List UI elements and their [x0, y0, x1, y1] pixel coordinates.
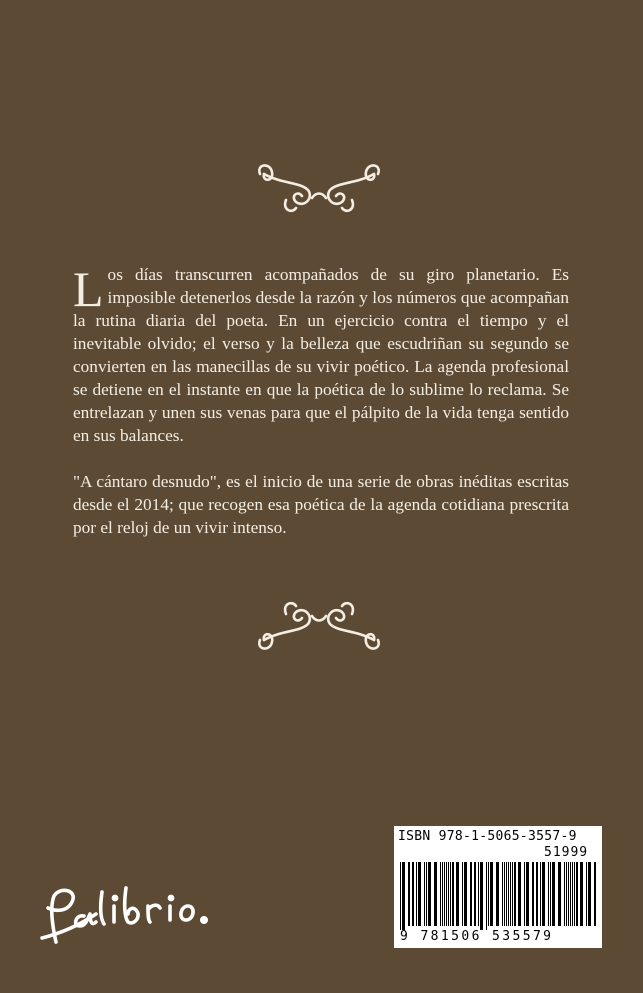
barcode-bar: [474, 862, 476, 926]
barcode-bar: [446, 862, 447, 926]
barcode-bar: [548, 862, 549, 926]
barcode-bar: [510, 862, 511, 926]
ean-digits: 9 781506 535579: [400, 929, 554, 944]
synopsis-paragraph-2: "A cántaro desnudo", es el inicio de una serie de obras inéditas escritas desde el 2014; que recogen esa poética de la agenda cotidiana prescrita por el reloj de un vivir intenso.: [73, 472, 569, 537]
barcode-bar: [572, 862, 573, 926]
barcode-bar: [506, 862, 507, 926]
top-ornament-icon: [252, 160, 386, 216]
barcode-bar: [440, 862, 441, 926]
barcode-bar: [588, 862, 591, 926]
barcode-bar: [576, 862, 578, 926]
barcode-bar: [536, 862, 538, 926]
barcode-bar: [418, 862, 421, 926]
barcode-bar: [416, 862, 417, 926]
barcode-bar: [408, 862, 410, 926]
barcode-bar: [586, 862, 587, 926]
barcode-bar: [552, 862, 555, 926]
barcode-bars: [398, 862, 598, 930]
barcode-bar: [502, 862, 503, 926]
barcode-bar: [456, 862, 459, 926]
barcode-bar: [424, 862, 425, 926]
barcode-bar: [594, 862, 596, 926]
barcode-bar: [452, 862, 454, 926]
barcode-bar: [526, 862, 529, 926]
barcode-bar: [428, 862, 431, 926]
synopsis: [73, 263, 569, 539]
barcode-bar: [532, 862, 534, 926]
barcode-bar: [542, 862, 545, 926]
barcode-bar: [580, 862, 583, 926]
barcode-bar: [402, 862, 405, 930]
price-addon-number: 51999: [544, 845, 589, 860]
bottom-ornament-icon: [252, 598, 386, 654]
barcode-bar: [568, 862, 569, 926]
barcode-bar: [434, 862, 437, 926]
barcode-bar: [574, 862, 575, 926]
isbn-barcode: [394, 826, 602, 948]
synopsis-paragraph-1: [73, 263, 569, 447]
isbn-label: ISBN 978-1-5065-3557-9: [398, 829, 577, 844]
palibrio-logo: [38, 876, 214, 952]
barcode-bar: [478, 862, 479, 926]
barcode-bar: [462, 862, 463, 926]
synopsis-paragraph-1-text: os días transcurren acompañados de su giro planetario. Es imposible detenerlos desde la razón y los números que acompañan la rutina diaria del poeta. En un ejercicio contra el tiempo y el inevitable olvido; el verso y la belleza que escudriñan su segundo se convierten en las manecillas de su vivir poético. La agenda profesional se detiene en el instante en que la poética de lo sublime lo reclama. Se entrelazan y unen sus venas para que el pálpito de la vida tenga sentido en sus balances.: [73, 265, 569, 445]
barcode-bar: [566, 862, 567, 926]
barcode-bar: [464, 862, 467, 926]
barcode-bar: [508, 862, 509, 926]
barcode-bar: [486, 862, 487, 930]
barcode-bar: [514, 862, 516, 926]
drop-cap: L: [73, 261, 104, 317]
barcode-bar: [558, 862, 561, 926]
barcode-bar: [570, 862, 571, 926]
barcode-bar: [480, 862, 483, 930]
barcode-bar: [504, 862, 505, 926]
barcode-bar: [496, 862, 499, 926]
barcode-bar: [442, 862, 443, 926]
barcode-bar: [564, 862, 565, 926]
barcode-bar: [518, 862, 521, 926]
barcode-bar: [426, 862, 427, 926]
barcode-bar: [450, 862, 451, 926]
barcode-bar: [490, 862, 493, 926]
barcode-bar: [540, 862, 541, 926]
barcode-bar: [444, 862, 445, 926]
barcode-bar: [412, 862, 414, 926]
barcode-bar: [550, 862, 551, 926]
barcode-bar: [470, 862, 472, 926]
barcode-bar: [524, 862, 525, 926]
barcode-bar: [448, 862, 449, 926]
barcode-bar: [512, 862, 513, 926]
barcode-bar: [400, 862, 401, 930]
barcode-bar: [488, 862, 489, 926]
